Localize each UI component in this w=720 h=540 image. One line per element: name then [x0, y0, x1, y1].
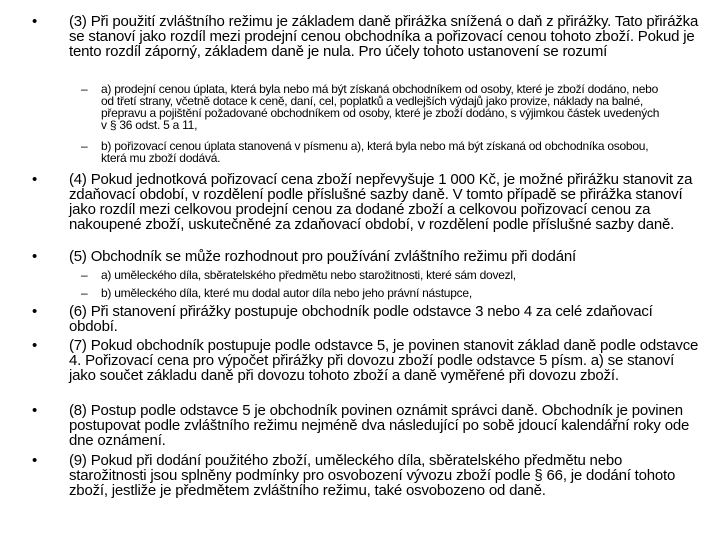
- sub-item-text: b) uměleckého díla, které mu dodal autor díla nebo jeho právní nástupce,: [101, 286, 472, 300]
- bullet-icon: •: [32, 402, 38, 419]
- bullet-icon: •: [32, 337, 38, 354]
- dash-icon: –: [81, 286, 88, 300]
- paragraph-text: (3) Při použití zvláštního režimu je základem daně přirážka snížená o daň z přirážky. Tato přirážka se stanoví jako rozdíl mezi prodejní cenou obchodníka a pořizovací cenou tohoto zboží. Pokud je tento rozdíl záporný, základem daně je nula. Pro účely tohoto ustanovení se rozumí: [69, 13, 699, 60]
- bullet-icon: •: [32, 13, 38, 30]
- bullet-icon: •: [32, 452, 38, 469]
- sub-item-text: a) prodejní cenou úplata, která byla nebo má být získaná obchodníkem od osoby, které je zboží dodáno, nebo od třetí strany, včetně dotace k ceně, daní, cel, poplatků a vedlejších výdajů jako provize, náklady na balné, přepravu a pojištění požadované obchodníkem od osoby, které je zboží dodáno, s výjimkou částek uvedených v § 36 odst. 5 a 11,: [101, 82, 660, 132]
- bullet-icon: •: [32, 248, 38, 265]
- sub-item-text: a) uměleckého díla, sběratelského předmětu nebo starožitnosti, které sám dovezl,: [101, 268, 516, 282]
- paragraph-text: (4) Pokud jednotková pořizovací cena zboží nepřevyšuje 1 000 Kč, je možné přirážku stanovit za zdaňovací období, v rozdělení podle příslušné sazby daně. V tomto případě se přirážka stanoví jako rozdíl mezi celkovou prodejní cenou za dodané zboží a celkovou pořizovací cenou za nakoupené zboží, uskutečněné za zdaňovací období, v rozdělení podle příslušné sazby daně.: [69, 171, 693, 233]
- bullet-icon: •: [32, 303, 38, 320]
- dash-icon: –: [81, 82, 88, 96]
- paragraph-text: (7) Pokud obchodník postupuje podle odstavce 5, je povinen stanovit základ daně podle odstavce 4. Pořizovací cena pro výpočet přirážky při dovozu zboží podle odstavce 5 písm. a) se stanoví jako součet základu daně při dovozu tohoto zboží a daně vyměřené při dovozu zboží.: [69, 337, 699, 384]
- bullet-icon: •: [32, 171, 38, 188]
- dash-icon: –: [81, 268, 88, 282]
- sub-item-text: b) pořizovací cenou úplata stanovená v písmenu a), která byla nebo má být získaná od obchodníka osobou, která mu zboží dodává.: [101, 139, 649, 165]
- dash-icon: –: [81, 139, 88, 153]
- paragraph-text: (5) Obchodník se může rozhodnout pro používání zvláštního režimu při dodání: [69, 248, 576, 265]
- paragraph-text: (9) Pokud při dodání použitého zboží, uměleckého díla, sběratelského předmětu nebo starožitnosti jsou splněny podmínky pro osvobození vývozu zboží podle § 66, je dodání tohoto zboží, jestliže je předmětem zvláštního režimu, také osvobozeno od daně.: [69, 452, 676, 499]
- paragraph-text: (6) Při stanovení přirážky postupuje obchodník podle odstavce 3 nebo 4 za celé zdaňovací období.: [69, 303, 653, 335]
- paragraph-text: (8) Postup podle odstavce 5 je obchodník povinen oznámit správci daně. Obchodník je povinen postupovat podle zvláštního režimu nejméně dva následující po sobě jdoucí kalendářní roky ode dne oznámení.: [69, 402, 690, 449]
